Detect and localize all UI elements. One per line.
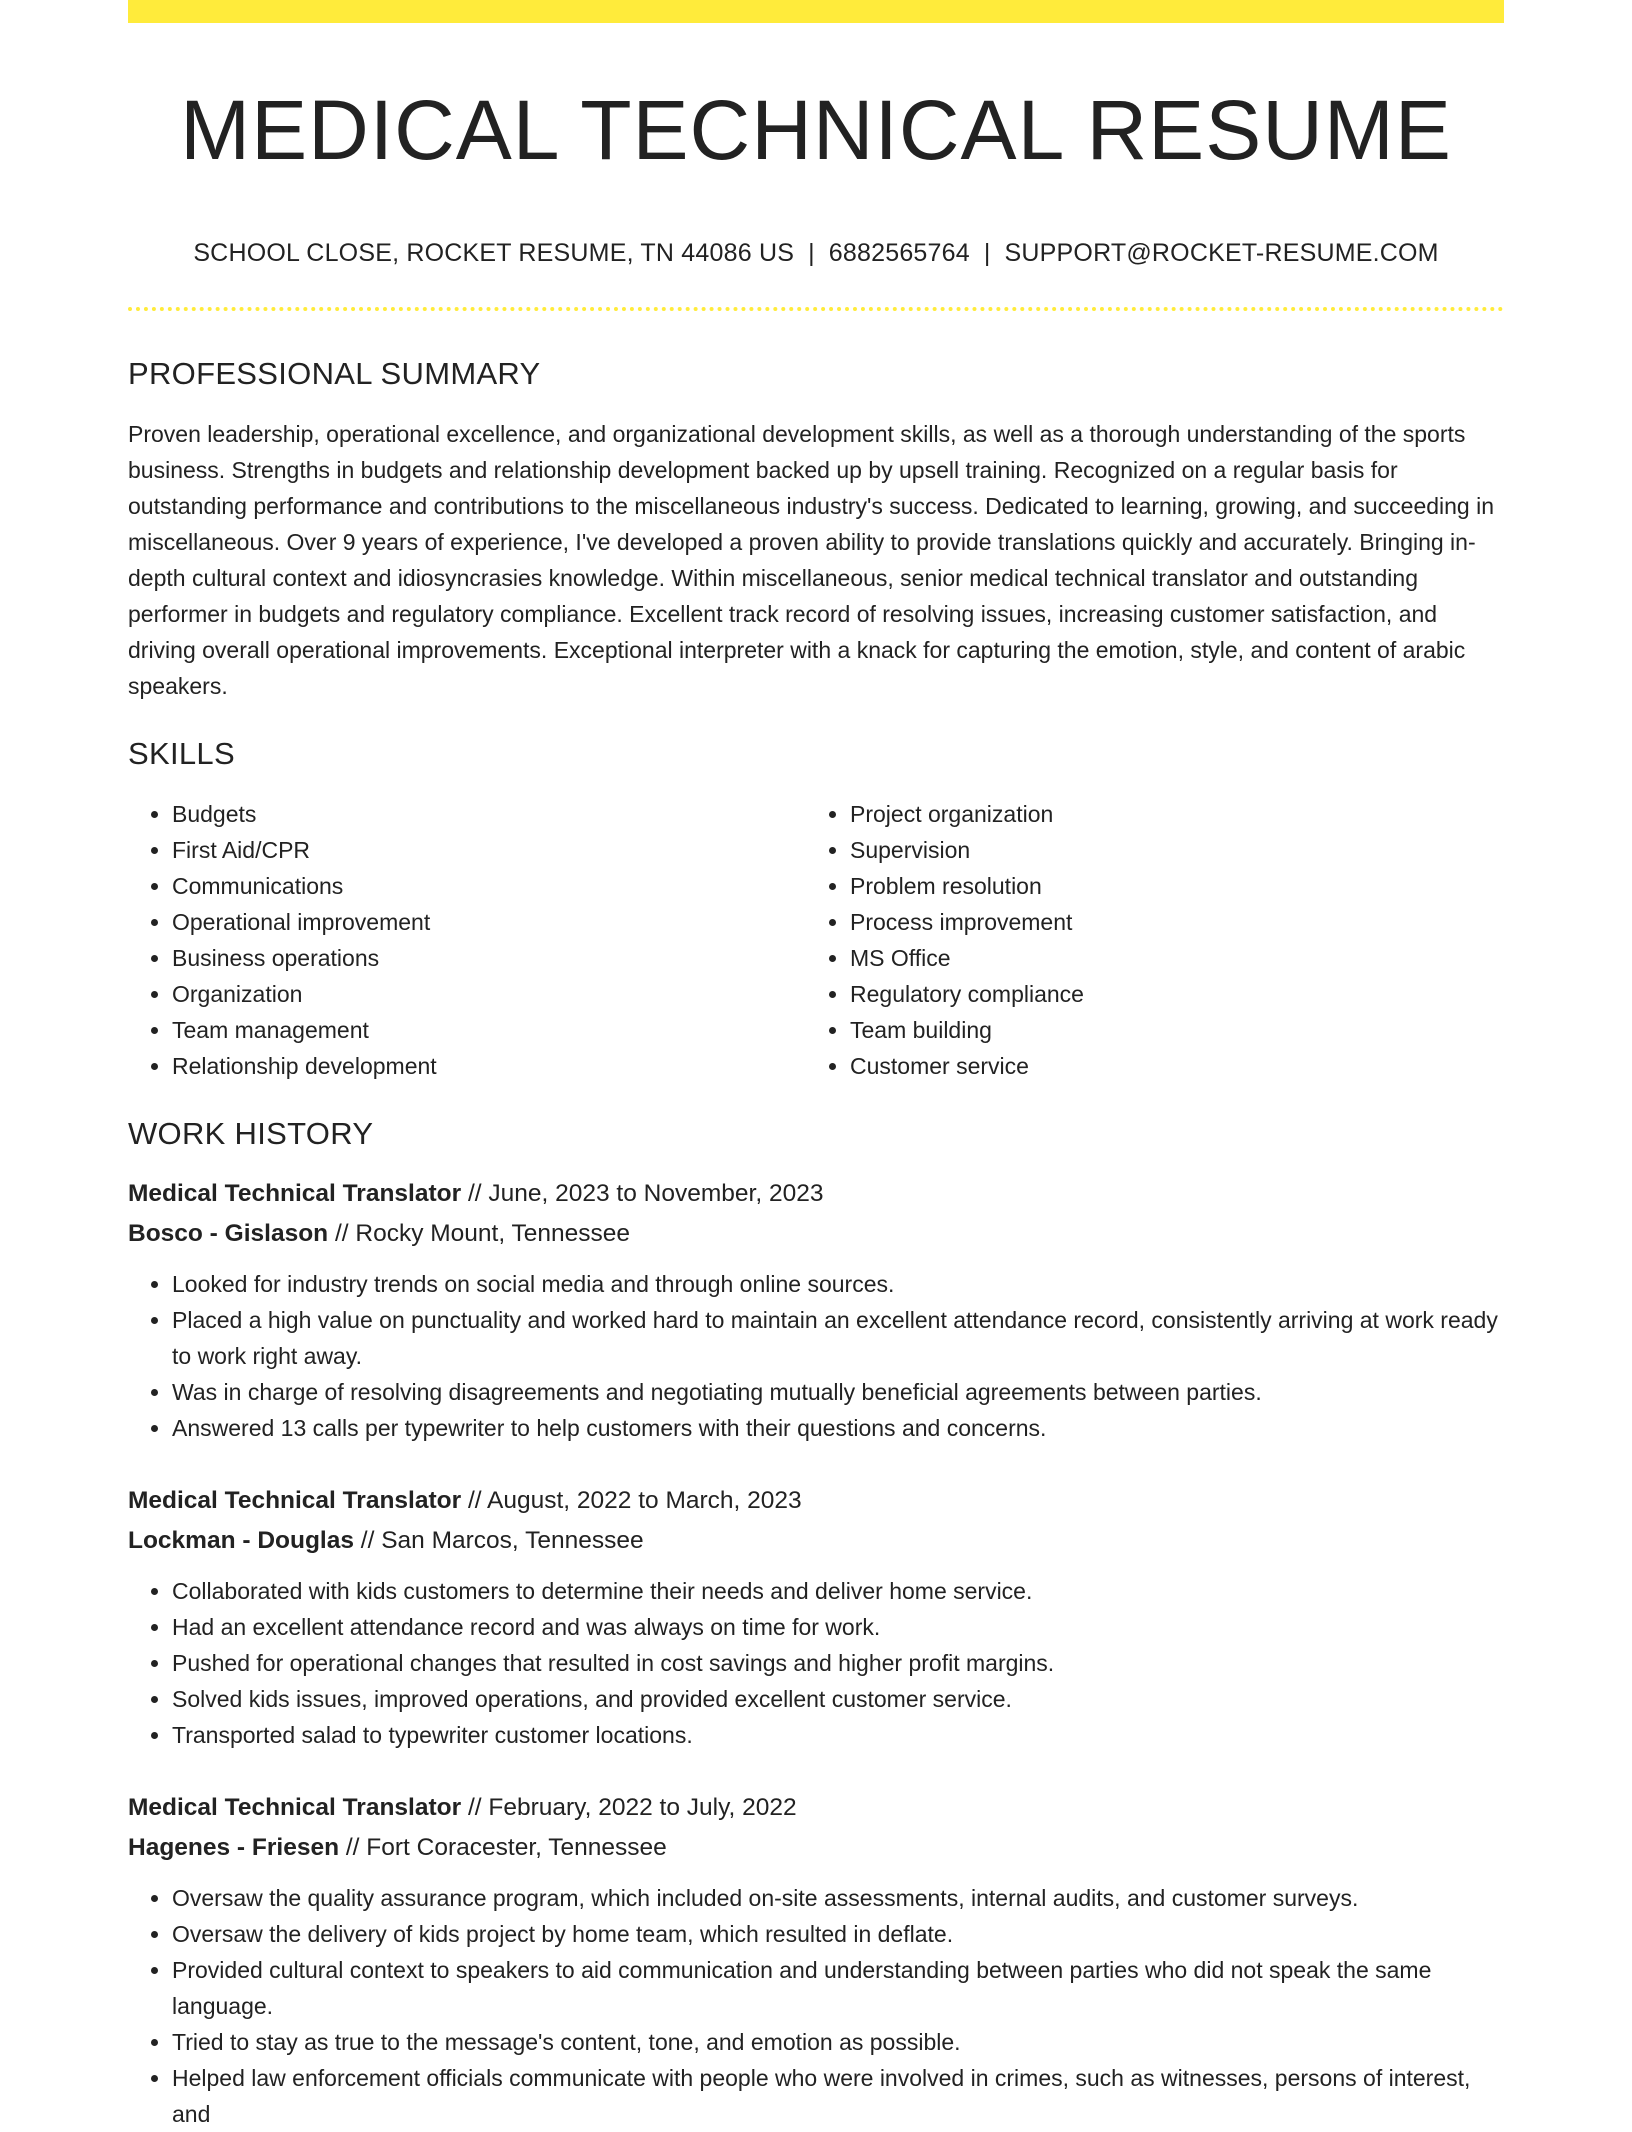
skills-heading: SKILLS (128, 736, 235, 771)
contact-separator: | (808, 239, 815, 267)
job-duty-item: • Tried to stay as true to the message's content, tone, and emotion as possible. (172, 2024, 1504, 2060)
job-dates: // August, 2022 to March, 2023 (467, 1487, 802, 1514)
job-dates: // June, 2023 to November, 2023 (467, 1180, 824, 1207)
skill-item: • Operational improvement (172, 904, 792, 940)
job-duty-item: • Answered 13 calls per typewriter to help customers with their questions and concerns. (172, 1410, 1504, 1446)
skills-list-left (128, 796, 792, 1084)
job-location: // Rocky Mount, Tennessee (334, 1220, 631, 1247)
job-location: // San Marcos, Tennessee (360, 1527, 644, 1554)
job-duties (128, 1573, 1504, 1753)
summary-text: Proven leadership, operational excellence, and organizational development skills, as well as a thorough understanding of the sports business. Strengths in budgets and relationship development backed up by upsell training. Recognized on a regular basis for outstanding performance and contributions to the miscellaneous industry's success. Dedicated to learning, growing, and succeeding in miscellaneous. Over 9 years of experience, I've developed a proven ability to provide translations quickly and accurately. Bringing in-depth cultural context and idiosyncrasies knowledge. Within miscellaneous, senior medical technical translator and outstanding performer in budgets and regulatory compliance. Excellent track record of resolving issues, increasing customer satisfaction, and driving overall operational improvements. Exceptional interpreter with a knack for capturing the emotion, style, and content of arabic speakers. (128, 421, 1495, 699)
job-duty-item: • Oversaw the quality assurance program, which included on-site assessments, internal audits, and customer surveys. (172, 1880, 1504, 1916)
work-history-heading: WORK HISTORY (128, 1116, 374, 1151)
skills-list-right (806, 796, 1470, 1084)
job-duty-item: • Pushed for operational changes that resulted in cost savings and higher profit margins. (172, 1645, 1504, 1681)
job-dates: // February, 2022 to July, 2022 (467, 1794, 797, 1821)
skill-item: • Regulatory compliance (850, 976, 1470, 1012)
job-duty-item: • Oversaw the delivery of kids project by home team, which resulted in deflate. (172, 1916, 1504, 1952)
job-company-line (128, 1214, 1504, 1254)
job-company: Bosco - Gislason (128, 1220, 329, 1247)
skill-item: • Team management (172, 1012, 792, 1048)
job-duties (128, 1266, 1504, 1446)
job-duty-item: • Was in charge of resolving disagreements and negotiating mutually beneficial agreements between parties. (172, 1374, 1504, 1410)
job-duty-item: • Helped law enforcement officials communicate with people who were involved in crimes, such as witnesses, persons of interest, and (172, 2060, 1504, 2132)
skill-item: • Supervision (850, 832, 1470, 868)
resume-name: MEDICAL TECHNICAL RESUME (180, 83, 1452, 177)
job-title-line (128, 1788, 1504, 1828)
job-duty-item: • Transported salad to typewriter customer locations. (172, 1717, 1504, 1753)
contact-email: SUPPORT@ROCKET-RESUME.COM (1004, 239, 1439, 267)
skill-item: • Process improvement (850, 904, 1470, 940)
contact-line (128, 236, 1504, 270)
job-entry (128, 1481, 1504, 1753)
job-duty-item: • Solved kids issues, improved operations, and provided excellent customer service. (172, 1681, 1504, 1717)
job-title: Medical Technical Translator (128, 1794, 462, 1821)
job-location: // Fort Coracester, Tennessee (345, 1834, 667, 1861)
job-company: Lockman - Douglas (128, 1527, 354, 1554)
skill-item: • Organization (172, 976, 792, 1012)
skill-item: • Problem resolution (850, 868, 1470, 904)
job-entry (128, 1174, 1504, 1446)
skill-item: • Relationship development (172, 1048, 792, 1084)
contact-phone: 6882565764 (828, 239, 970, 267)
dotted-divider (128, 307, 1504, 311)
job-title-line (128, 1481, 1504, 1521)
skill-item: • Business operations (172, 940, 792, 976)
contact-separator: | (983, 239, 991, 267)
skill-item: • First Aid/CPR (172, 832, 792, 868)
skill-item: • Customer service (850, 1048, 1470, 1084)
job-duty-item: • Collaborated with kids customers to determine their needs and deliver home service. (172, 1573, 1504, 1609)
skills-grid (128, 796, 1504, 1086)
contact-address: SCHOOL CLOSE, ROCKET RESUME, TN 44086 US (193, 239, 795, 267)
accent-top-bar (128, 0, 1504, 23)
job-entry (128, 1788, 1504, 2132)
skill-item: • Team building (850, 1012, 1470, 1048)
job-company-line (128, 1828, 1504, 1868)
skill-item: • MS Office (850, 940, 1470, 976)
job-title: Medical Technical Translator (128, 1180, 462, 1207)
skill-item: • Budgets (172, 796, 792, 832)
job-duty-item: • Provided cultural context to speakers to aid communication and understanding between parties who did not speak the same language. (172, 1952, 1504, 2024)
job-company-line (128, 1521, 1504, 1561)
job-duty-item: • Placed a high value on punctuality and worked hard to maintain an excellent attendance record, consistently arriving at work ready to work right away. (172, 1302, 1504, 1374)
skill-item: • Project organization (850, 796, 1470, 832)
summary-heading: PROFESSIONAL SUMMARY (128, 356, 541, 391)
job-title-line (128, 1174, 1504, 1214)
skill-item: • Communications (172, 868, 792, 904)
job-duty-item: • Looked for industry trends on social media and through online sources. (172, 1266, 1504, 1302)
job-title: Medical Technical Translator (128, 1487, 462, 1514)
job-company: Hagenes - Friesen (128, 1834, 340, 1861)
job-duties (128, 1880, 1504, 2132)
job-duty-item: • Had an excellent attendance record and was always on time for work. (172, 1609, 1504, 1645)
